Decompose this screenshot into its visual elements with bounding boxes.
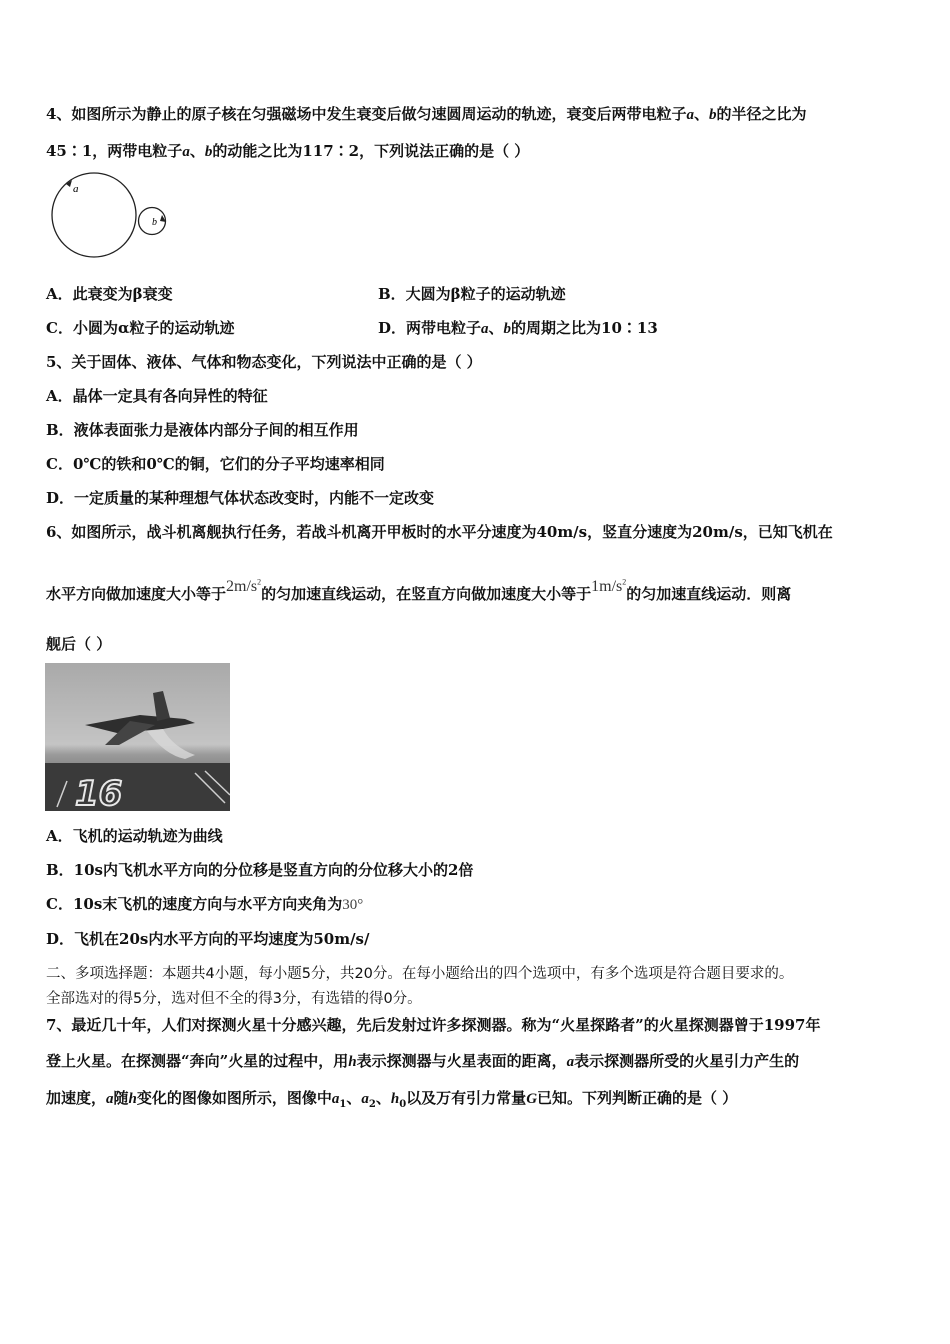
q4-option-d: D．两带电粒子a、b的周期之比为10∶13: [378, 319, 658, 337]
label-b: b: [152, 217, 157, 228]
q6-option-c: C．10s末飞机的速度方向与水平方向夹角为30°: [46, 895, 364, 913]
q6-stem-line3: 舰后（ ）: [46, 635, 112, 653]
q4-option-c: C．小圆为α粒子的运动轨迹: [46, 319, 235, 337]
q6-stem-line2: 水平方向做加速度大小等于$2m/s^2$的匀加速直线运动，在竖直方向做加速度大小等于$1m/s^2$的匀加速直线运动．则离: [46, 577, 792, 603]
q4-option-b: B．大圆为β粒子的运动轨迹: [378, 285, 566, 303]
q6-option-d: D．飞机在20s内水平方向的平均速度为50m/s/: [46, 930, 370, 948]
q5-option-c: C．0℃的铁和0℃的铜，它们的分子平均速率相同: [46, 455, 385, 473]
q4-stem-line1: 4、如图所示为静止的原子核在匀强磁场中发生衰变后做匀速圆周运动的轨迹，衰变后两带电粒子a、b的半径之比为: [46, 105, 807, 123]
large-orbit-circle: [52, 173, 136, 257]
q4-option-a: A．此衰变为β衰变: [46, 285, 173, 303]
q6-option-b: B．10s内飞机水平方向的分位移是竖直方向的分位移大小的2倍: [46, 861, 474, 879]
q5-option-d: D．一定质量的某种理想气体状态改变时，内能不一定改变: [46, 489, 435, 507]
q5-stem: 5、关于固体、液体、气体和物态变化，下列说法中正确的是（ ）: [46, 353, 482, 371]
q7-stem-line3: 加速度，a随h变化的图像如图所示，图像中$a_1$、$a_2$、$h_0$以及万有引力常量G已知。下列判断正确的是（ ）: [46, 1089, 738, 1110]
q4-orbit-figure: [48, 172, 170, 262]
q7-stem-line2: 登上火星。在探测器“奔向”火星的过程中，用h表示探测器与火星表面的距离，a表示探测器所受的火星引力产生的: [46, 1052, 800, 1070]
section2-line1: 二、多项选择题：本题共4小题，每小题5分，共20分。在每小题给出的四个选项中，有多个选项是符合题目要求的。: [46, 966, 794, 982]
q7-stem-line1: 7、最近几十年，人们对探测火星十分感兴趣，先后发射过许多探测器。称为“火星探路者”的火星探测器曾于1997年: [46, 1016, 821, 1034]
deck-number: 16: [75, 774, 123, 811]
label-a: a: [73, 183, 79, 195]
fighter-jet-photo: [45, 663, 230, 811]
q5-option-b: B．液体表面张力是液体内部分子间的相互作用: [46, 421, 359, 439]
section2-line2: 全部选对的得5分，选对但不全的得3分，有选错的得0分。: [46, 991, 422, 1007]
q6-stem-line1: 6、如图所示，战斗机离舰执行任务，若战斗机离开甲板时的水平分速度为40m/s，竖直分速度为20m/s，已知飞机在: [46, 523, 833, 541]
q4-stem-line2: 45∶1，两带电粒子a、b的动能之比为117∶2，下列说法正确的是（ ）: [46, 142, 530, 160]
q6-option-a: A．飞机的运动轨迹为曲线: [46, 827, 223, 845]
q5-option-a: A．晶体一定具有各向异性的特征: [46, 387, 268, 405]
deck-surface: [45, 763, 230, 811]
